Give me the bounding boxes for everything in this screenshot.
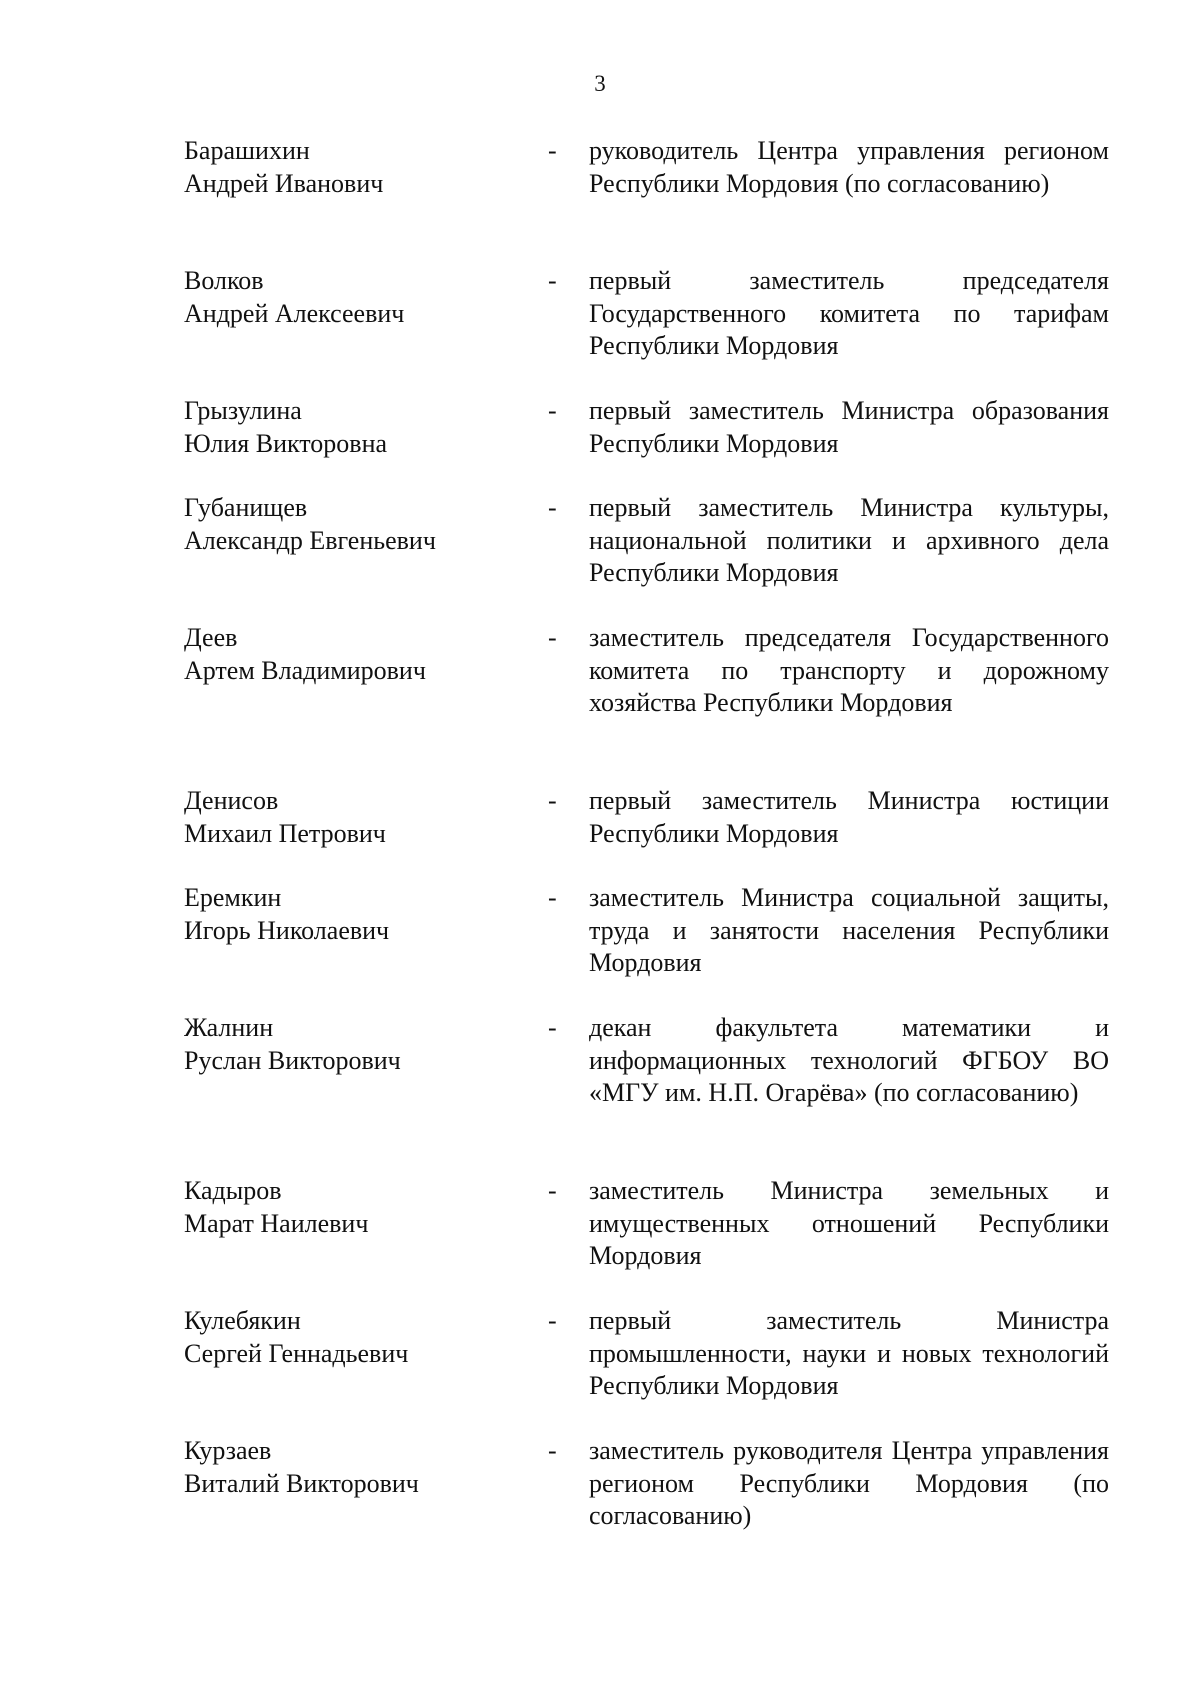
member-given-names: Руслан Викторович xyxy=(184,1045,401,1075)
member-surname: Денисов xyxy=(184,786,279,815)
member-given-names: Сергей Геннадьевич xyxy=(184,1338,409,1368)
member-position: первый заместитель председателя Государственного комитета по тарифам Республики Мордовия xyxy=(589,266,1109,360)
member-given-names: Михаил Петрович xyxy=(184,818,386,848)
page-number: 3 xyxy=(594,71,606,96)
separator-dash: - xyxy=(548,1436,557,1465)
separator-dash: - xyxy=(548,266,557,295)
separator-dash: - xyxy=(548,1176,557,1205)
member-name xyxy=(184,882,544,947)
member-position: первый заместитель Министра юстиции Республики Мордовия xyxy=(589,786,1109,848)
separator-dash: - xyxy=(548,1306,557,1335)
member-surname: Курзаев xyxy=(184,1436,272,1465)
member-given-names: Виталий Викторович xyxy=(184,1468,419,1498)
member-position: первый заместитель Министра образования Республики Мордовия xyxy=(589,396,1109,458)
separator-dash: - xyxy=(548,396,557,425)
member-name xyxy=(184,622,544,687)
member-name xyxy=(184,1305,544,1370)
member-surname: Губанищев xyxy=(184,493,308,522)
member-surname: Еремкин xyxy=(184,883,282,912)
member-position: первый заместитель Министра культуры, национальной политики и архивного дела Республики Мордовия xyxy=(589,493,1109,587)
member-surname: Кадыров xyxy=(184,1176,282,1205)
member-position: руководитель Центра управления регионом Республики Мордовия (по согласованию) xyxy=(589,136,1109,198)
member-given-names: Марат Наилевич xyxy=(184,1208,369,1238)
member-name xyxy=(184,1012,544,1077)
member-given-names: Артем Владимирович xyxy=(184,655,426,685)
member-surname: Деев xyxy=(184,623,238,652)
member-name xyxy=(184,395,544,460)
member-name xyxy=(184,492,544,557)
member-position: заместитель Министра социальной защиты, труда и занятости населения Республики Мордовия xyxy=(589,883,1109,977)
member-position: заместитель руководителя Центра управления регионом Республики Мордовия (по согласованию) xyxy=(589,1436,1109,1530)
member-given-names: Юлия Викторовна xyxy=(184,428,388,458)
member-given-names: Андрей Алексеевич xyxy=(184,298,405,328)
member-surname: Волков xyxy=(184,266,264,295)
member-name xyxy=(184,1175,544,1240)
member-surname: Барашихин xyxy=(184,136,310,165)
member-position: заместитель председателя Государственного комитета по транспорту и дорожному хозяйства Республики Мордовия xyxy=(589,623,1109,717)
separator-dash: - xyxy=(548,1013,557,1042)
member-name xyxy=(184,265,544,330)
member-given-names: Игорь Николаевич xyxy=(184,915,390,945)
member-name xyxy=(184,785,544,850)
member-given-names: Александр Евгеньевич xyxy=(184,525,436,555)
member-given-names: Андрей Иванович xyxy=(184,168,384,198)
separator-dash: - xyxy=(548,136,557,165)
member-name xyxy=(184,135,544,200)
separator-dash: - xyxy=(548,786,557,815)
separator-dash: - xyxy=(548,493,557,522)
separator-dash: - xyxy=(548,623,557,652)
member-position: первый заместитель Министра промышленности, науки и новых технологий Республики Мордовия xyxy=(589,1306,1109,1400)
separator-dash: - xyxy=(548,883,557,912)
member-surname: Жалнин xyxy=(184,1013,274,1042)
member-position: заместитель Министра земельных и имущественных отношений Республики Мордовия xyxy=(589,1176,1109,1270)
member-name xyxy=(184,1435,544,1500)
member-position: декан факультета математики и информационных технологий ФГБОУ ВО «МГУ им. Н.П. Огарёва» (по согласованию) xyxy=(589,1013,1109,1107)
member-surname: Грызулина xyxy=(184,396,302,425)
member-surname: Кулебякин xyxy=(184,1306,301,1335)
